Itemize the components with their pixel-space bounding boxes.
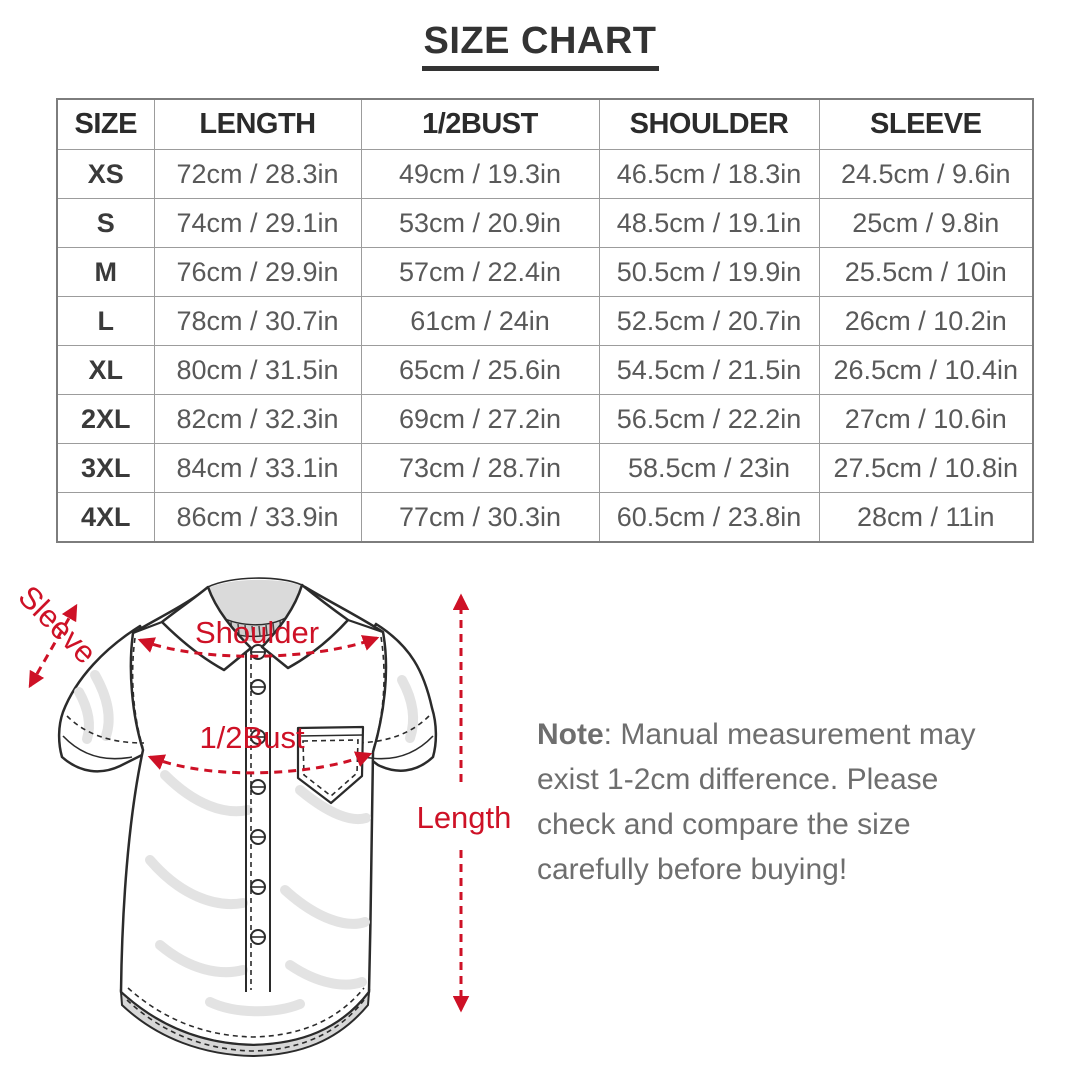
measure-cell: 80cm / 31.5in — [154, 346, 361, 395]
length-label: Length — [416, 800, 512, 835]
measure-cell: 50.5cm / 19.9in — [599, 248, 819, 297]
table-row — [57, 395, 1033, 444]
measure-cell: 86cm / 33.9in — [154, 493, 361, 543]
measure-cell: 74cm / 29.1in — [154, 199, 361, 248]
button-icon — [251, 680, 265, 694]
measure-cell: 60.5cm / 23.8in — [599, 493, 819, 543]
page-title: SIZE CHART — [422, 22, 659, 71]
size-cell: S — [57, 199, 154, 248]
button-icon — [251, 780, 265, 794]
measure-cell: 69cm / 27.2in — [361, 395, 599, 444]
table-row — [57, 199, 1033, 248]
note-label: Note — [537, 718, 604, 751]
size-cell: XL — [57, 346, 154, 395]
table-row — [57, 444, 1033, 493]
measure-cell: 25.5cm / 10in — [819, 248, 1033, 297]
size-cell: XS — [57, 150, 154, 199]
measure-cell: 54.5cm / 21.5in — [599, 346, 819, 395]
column-header: LENGTH — [154, 99, 361, 150]
table-row — [57, 493, 1033, 543]
button-icon — [251, 930, 265, 944]
note-body: : Manual measurement may exist 1-2cm difference. Please check and compare the size carefully before buying! — [537, 718, 976, 886]
measure-cell: 76cm / 29.9in — [154, 248, 361, 297]
shirt-diagram — [0, 560, 540, 1080]
size-chart-table — [56, 98, 1034, 543]
title-area — [0, 0, 1080, 71]
measure-cell: 27cm / 10.6in — [819, 395, 1033, 444]
size-cell: L — [57, 297, 154, 346]
measure-cell: 57cm / 22.4in — [361, 248, 599, 297]
measure-cell: 49cm / 19.3in — [361, 150, 599, 199]
measure-cell: 25cm / 9.8in — [819, 199, 1033, 248]
table-row — [57, 297, 1033, 346]
column-header: SIZE — [57, 99, 154, 150]
measure-cell: 56.5cm / 22.2in — [599, 395, 819, 444]
column-header: 1/2BUST — [361, 99, 599, 150]
measure-cell: 48.5cm / 19.1in — [599, 199, 819, 248]
table-row — [57, 150, 1033, 199]
measure-cell: 61cm / 24in — [361, 297, 599, 346]
measure-cell: 84cm / 33.1in — [154, 444, 361, 493]
measure-cell: 53cm / 20.9in — [361, 199, 599, 248]
measure-cell: 46.5cm / 18.3in — [599, 150, 819, 199]
measure-cell: 24.5cm / 9.6in — [819, 150, 1033, 199]
size-cell: 3XL — [57, 444, 154, 493]
sleeve-label: Sleeve — [11, 578, 104, 671]
measure-cell: 28cm / 11in — [819, 493, 1033, 543]
column-header: SLEEVE — [819, 99, 1033, 150]
measure-cell: 65cm / 25.6in — [361, 346, 599, 395]
measure-cell: 26cm / 10.2in — [819, 297, 1033, 346]
size-cell: M — [57, 248, 154, 297]
table-row — [57, 248, 1033, 297]
measure-cell: 78cm / 30.7in — [154, 297, 361, 346]
table-header-row — [57, 99, 1033, 150]
button-icon — [251, 830, 265, 844]
column-header: SHOULDER — [599, 99, 819, 150]
button-icon — [251, 880, 265, 894]
measure-cell: 27.5cm / 10.8in — [819, 444, 1033, 493]
bust-label: 1/2Bust — [199, 720, 305, 755]
table-row — [57, 346, 1033, 395]
measure-cell: 77cm / 30.3in — [361, 493, 599, 543]
measure-cell: 72cm / 28.3in — [154, 150, 361, 199]
measure-cell: 82cm / 32.3in — [154, 395, 361, 444]
measure-cell: 26.5cm / 10.4in — [819, 346, 1033, 395]
size-table-body — [57, 150, 1033, 543]
size-cell: 4XL — [57, 493, 154, 543]
measure-cell: 58.5cm / 23in — [599, 444, 819, 493]
note — [537, 712, 1023, 892]
measure-cell: 73cm / 28.7in — [361, 444, 599, 493]
shoulder-label: Shoulder — [194, 615, 320, 650]
measure-cell: 52.5cm / 20.7in — [599, 297, 819, 346]
size-cell: 2XL — [57, 395, 154, 444]
